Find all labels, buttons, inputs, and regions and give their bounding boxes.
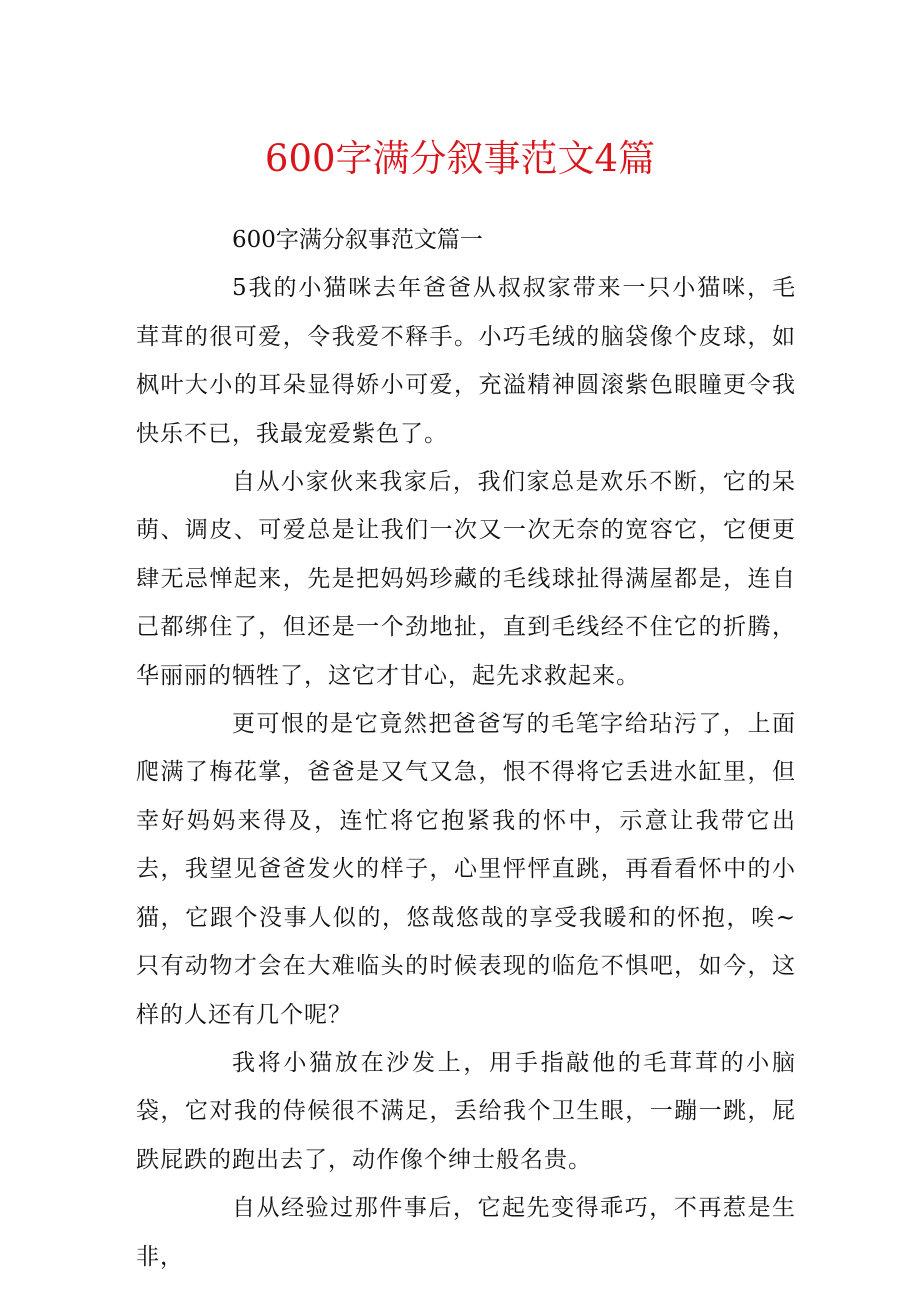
paragraph-5: 自从经验过那件事后，它起先变得乖巧，不再惹是生非， <box>136 1195 796 1270</box>
section-heading: 600字满分叙事范文篇一 <box>232 227 483 253</box>
paragraph-4: 我将小猫放在沙发上，用手指敲他的毛茸茸的小脑袋，它对我的侍候很不满足，丢给我个卫生眼，一蹦一跳，屁跌屁跌的跑出去了，动作像个绅士般名贵。 <box>136 1049 796 1173</box>
paragraph-3: 更可恨的是它竟然把爸爸写的毛笔字给玷污了，上面爬满了梅花掌，爸爸是又气又急，恨不得将它丢进水缸里，但幸好妈妈来得及，连忙将它抱紧我的怀中，示意让我带它出去，我望见爸爸发火的样子，心里怦怦直跳，再看看怀中的小猫，它跟个没事人似的，悠哉悠哉的享受我暖和的怀抱，唉~只有动物才会在大难临头的时候表现的临危不惧吧，如今，这样的人还有几个呢？ <box>136 711 796 1028</box>
paragraph-1: 5我的小猫咪去年爸爸从叔叔家带来一只小猫咪，毛茸茸的很可爱，令我爱不释手。小巧毛绒的脑袋像个皮球，如枫叶大小的耳朵显得娇小可爱，充溢精神圆滚紫色眼瞳更令我快乐不已，我最宠爱紫色了。 <box>136 275 796 447</box>
paragraph-2: 自从小家伙来我家后，我们家总是欢乐不断，它的呆萌、调皮、可爱总是让我们一次又一次无奈的宽容它，它便更肆无忌惮起来，先是把妈妈珍藏的毛线球扯得满屋都是，连自己都绑住了，但还是一个劲地扯，直到毛线经不住它的折腾，华丽丽的牺牲了，这它才甘心，起先求救起来。 <box>136 469 796 689</box>
document-body <box>136 216 796 1281</box>
document-title: 600字满分叙事范文4篇 <box>264 137 656 180</box>
